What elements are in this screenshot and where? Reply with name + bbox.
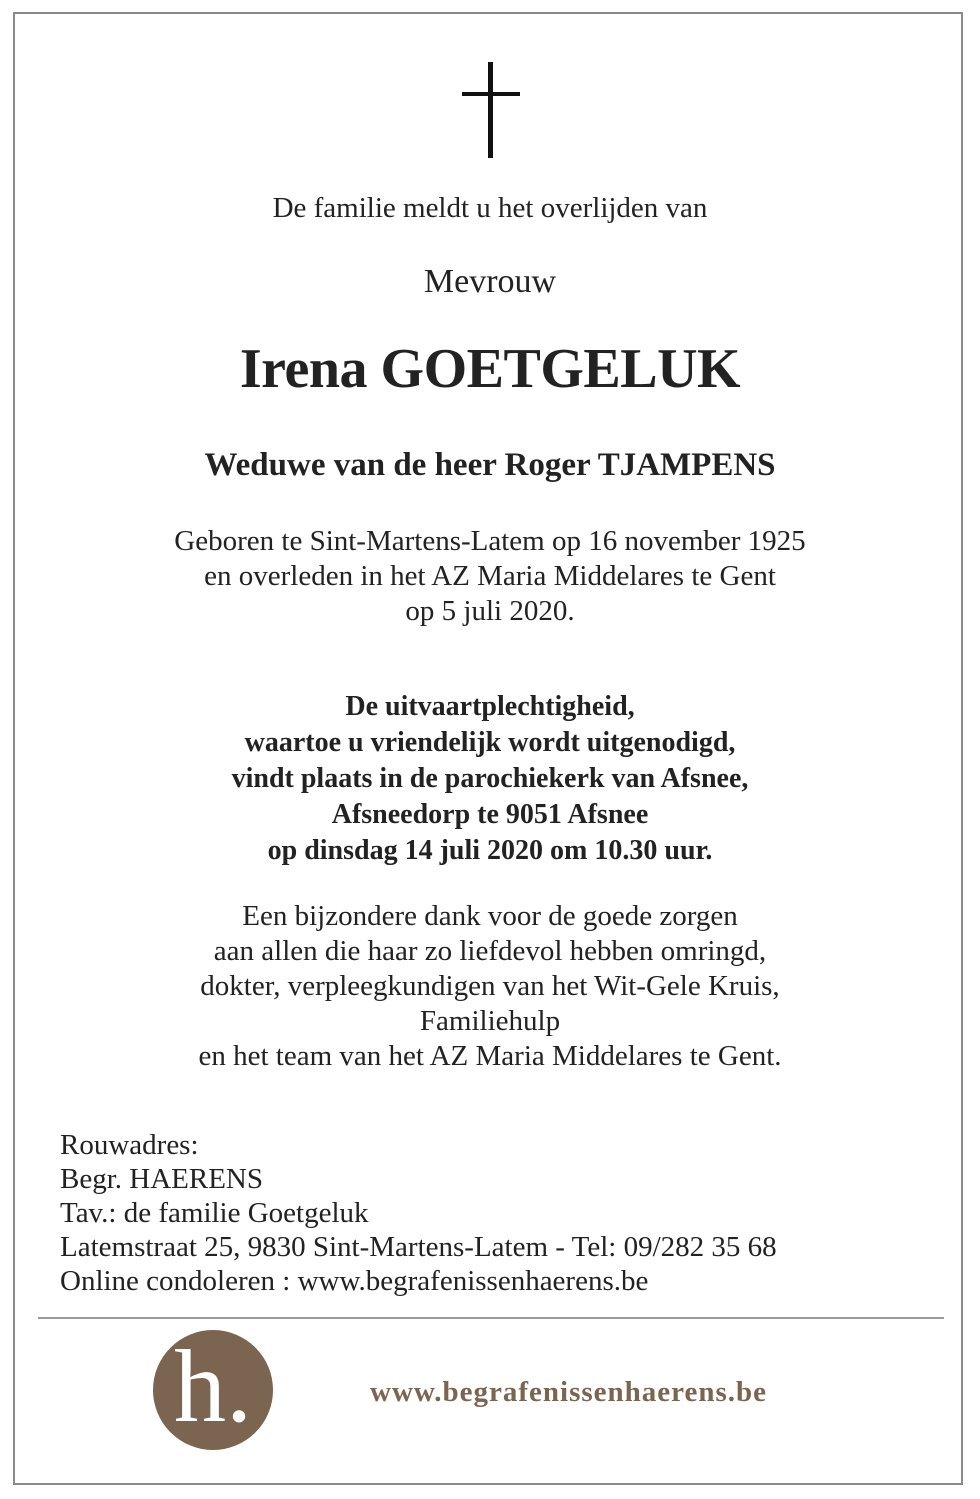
address-line: Rouwadres: [60, 1129, 199, 1161]
ceremony-line: waartoe u vriendelijk wordt uitgenodigd, [244, 727, 736, 758]
address-line: Begr. HAERENS [60, 1163, 263, 1195]
thanks-line: dokter, verpleegkundigen van het Wit-Gele Kruis, [200, 970, 780, 1002]
footer-divider [38, 1317, 944, 1319]
thanks-line: Een bijzondere dank voor de goede zorgen [242, 900, 738, 932]
address-line: Tav.: de familie Goetgeluk [60, 1197, 369, 1229]
honorific: Mevrouw [423, 263, 557, 300]
birth-death-line: en overleden in het AZ Maria Middelares te Gent [204, 560, 776, 592]
birth-death-block [0, 524, 980, 629]
thanks-line: Familiehulp [419, 1005, 561, 1037]
latin-cross-icon [462, 62, 520, 158]
ceremony-block [0, 689, 980, 869]
thanks-line: en het team van het AZ Maria Middelares te Gent. [198, 1040, 782, 1072]
birth-death-line: Geboren te Sint-Martens-Latem op 16 november 1925 [174, 525, 806, 557]
mourning-address [60, 1128, 777, 1298]
thanks-block [0, 899, 980, 1074]
announcement-intro: De familie meldt u het overlijden van [272, 192, 708, 224]
widow-of-line: Weduwe van de heer Roger TJAMPENS [204, 447, 776, 483]
birth-death-line: op 5 juli 2020. [405, 595, 575, 627]
ceremony-line: op dinsdag 14 juli 2020 om 10.30 uur. [267, 835, 713, 866]
deceased-name: Irena GOETGELUK [239, 338, 741, 400]
haerens-logo [153, 1330, 273, 1450]
ceremony-line: De uitvaartplechtigheid, [345, 691, 635, 722]
ceremony-line: vindt plaats in de parochiekerk van Afsnee, [231, 763, 749, 794]
address-line: Latemstraat 25, 9830 Sint-Martens-Latem - Tel: 09/282 35 68 [60, 1231, 777, 1263]
thanks-line: aan allen die haar zo liefdevol hebben omringd, [213, 935, 767, 967]
logo-letter: h. [174, 1330, 252, 1444]
address-line: Online condoleren : www.begrafenissenhaerens.be [60, 1265, 649, 1297]
ceremony-line: Afsneedorp te 9051 Afsnee [331, 799, 649, 830]
footer-website-link[interactable]: www.begrafenissenhaerens.be [370, 1376, 768, 1408]
